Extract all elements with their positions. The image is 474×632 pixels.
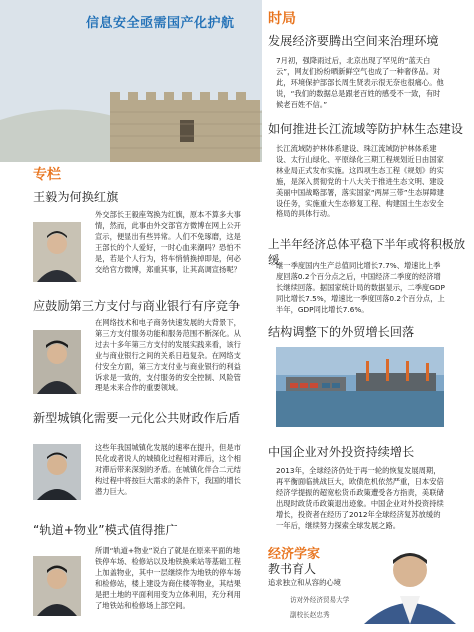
feature-caption: 访对外经济贸易大学 [290,596,350,604]
portrait-photo [33,330,81,394]
article-title[interactable]: 如何推进长江流域等防护林生态建设 [268,122,463,136]
article-text: 这些年我国城镇化发展的速率在提升，但是市民化或者说人的城镇化过程相对滞后，这个相对滞后带来深刻的矛盾。在城镇化伴合二元结构过程中将按巨大需求的条件下，我国的增长潜力巨大。 [95,443,241,496]
hero-image [0,0,262,162]
section-label-column: 专栏 [33,167,61,183]
article-text: 2013年，全球经济仍处于再一轮的恢复发展周期，再平衡面临挑战巨大，欧债危机依然严重，日本安倍经济学提振的超宽松货币政策遭受各方指责，美联储出现时政货币政策退出迹象。中国企业对外投资持续增长，投资者在经历了2012年全球经济复苏放缓的一年后，继续努力探索全球发展之路。 [276,466,444,530]
article-text: 7月初，强降雨过后，北京出现了罕见的“蓝天白云”，网友们纷纷晒新鲜空气也成了一种奢侈品。对此，环境保护部部长周生贤表示很无奈也很痛心。他说，“我们的数据总是跟老百姓的感受不一致，有时候老百姓不信。” [276,56,444,109]
article-title[interactable]: “轨道+物业”模式值得推广 [33,523,178,537]
scholar-photo [356,544,462,624]
section-label-economist: 经济学家 [268,547,321,562]
feature-caption: 副校长赵忠秀 [290,611,330,619]
article-text: 在网络技术和电子商务快速发展的大背景下，第三方支付服务功能和服务范围不断深化。从过去十多年第三方支付的发展实践来看，该行业与商业银行之间的关系日趋复杂。在网络支付安全方面，第三方支付业与商业银行的利益诉求是一致的，支付服务的安全控制、风险管理是未来合作的重要领域。 [95,318,241,393]
article-title[interactable]: 王毅为何换红旗 [33,190,119,204]
feature-title[interactable]: 教书育人 [268,562,317,576]
portrait-photo [33,444,81,500]
article-text: 长江流域防护林体系建设、珠江流域防护林体系建设、太行山绿化、平原绿化三期工程规划近日由国家林业局正式发布实施。这四项生态工程《规划》的实施，是深入贯彻党的十八大关于推进生态文明、建设美丽中国战略部署，落实国家“两屏三带”生态屏障建设任务，实施重大生态修复工程、构建国土生态安全格局的具体行动。 [276,144,445,219]
hero-title: 信息安全亟需国产化护航 [86,16,235,31]
portrait-photo [33,556,81,616]
article-title[interactable]: 结构调整下的外贸增长回落 [268,325,415,339]
article-title[interactable]: 中国企业对外投资持续增长 [268,445,415,459]
portrait-photo [33,222,81,282]
article-title[interactable]: 应鼓励第三方支付与商业银行有序竞争 [33,299,241,313]
section-label-current-affairs: 时局 [268,11,296,27]
article-title[interactable]: 上半年经济总体平稳下半年或将积极放缓 [268,237,466,267]
feature-subtitle: 追求独立和从容的心境 [268,578,341,587]
port-photo [276,347,444,427]
article-text: 外交部长王毅座驾换为红旗，原本不算多大事情，然而，此事由外交部官方微博在网上公开宣示，便显出有些异常。人们不免琢磨，这是王部长的个人爱好，一时心血来潮吗？恐怕不是，若是个人行为，将车悄悄换掉即是，何必交给官方微博，郑重其事，让其高调宣扬呢？ [95,210,241,274]
article-text: 所谓“轨道+物业”说白了就是在原来平面的地铁停车场、检修站以及地铁换乘站等基础工程上加盖物业，其中一层继续作为地铁的停车场和检修站，楼上建设为商住楼等物业，其结果是把土地的平面利用变为立体利用，充分利用了地铁站和检修场上部空间。 [95,546,241,610]
article-title[interactable]: 发展经济要腾出空间来治理环境 [268,34,439,48]
article-text: 继一季度国内生产总值同比增长7.7%、增速比上季度回落0.2个百分点之后，中国经济二季度的经济增长继续回落。据国家统计局的数据显示，二季度GDP同比增长7.5%，增速比一季度回落0.2个百分点，上半年，GDP同比增长7.6%。 [276,261,445,314]
article-title[interactable]: 新型城镇化需要一元化公共财政作后盾 [33,411,241,425]
